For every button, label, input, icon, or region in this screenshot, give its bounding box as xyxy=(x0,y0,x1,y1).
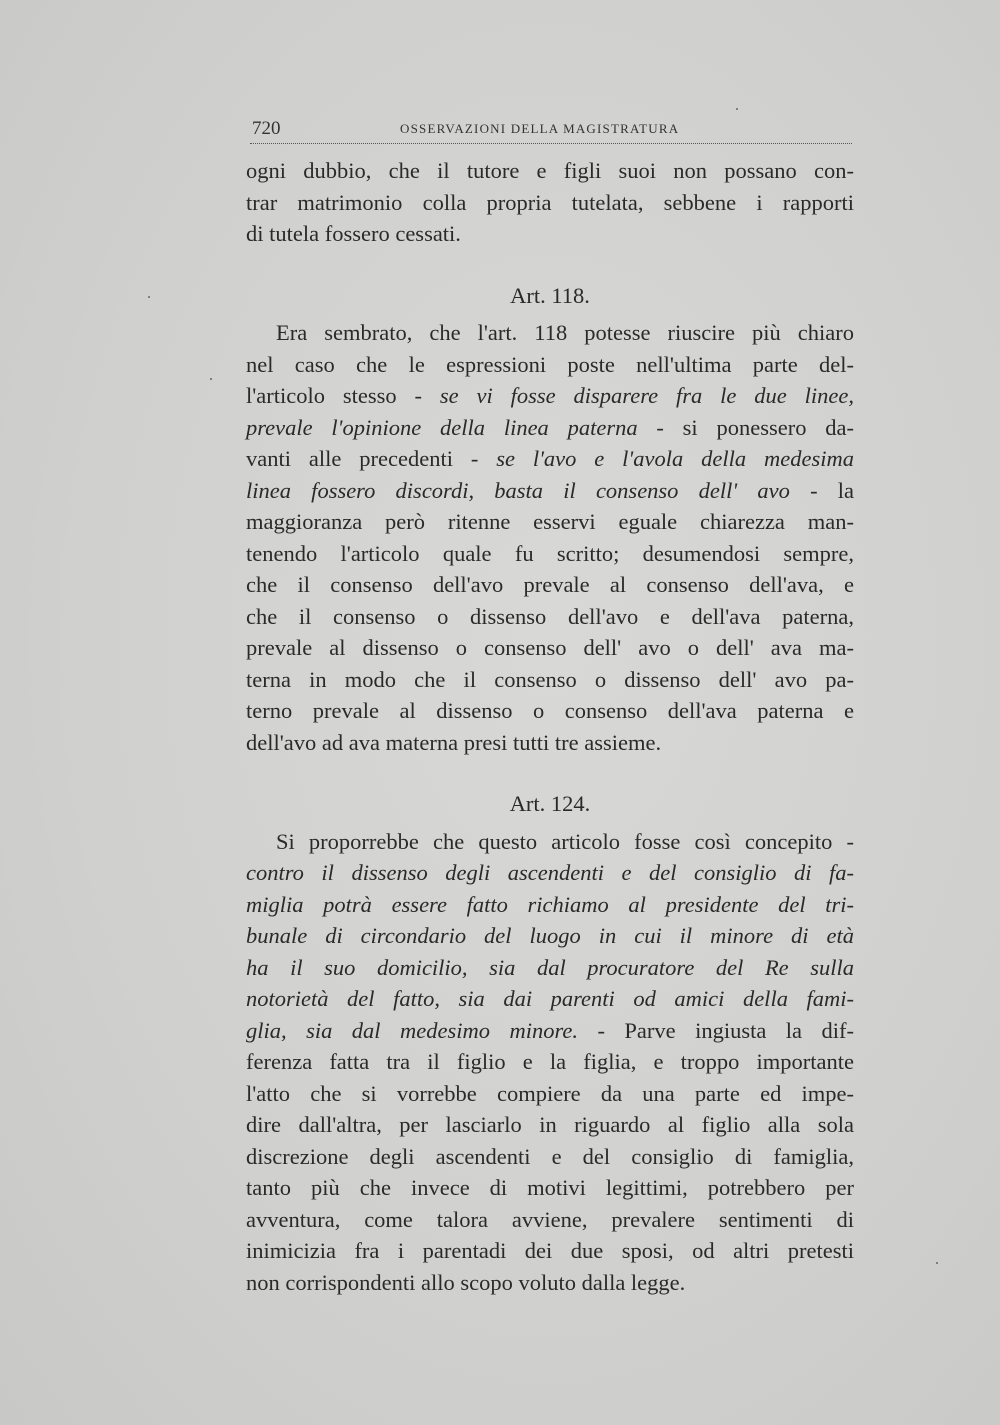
text-line: Si proporrebbe che questo articolo fosse così concepito - xyxy=(276,828,854,854)
italic-quote: ha il suo domicilio, sia dal procuratore del Re sulla xyxy=(246,954,854,980)
text-line xyxy=(246,920,854,952)
text-line: inimicizia fra i parentadi dei due sposi, od altri pretesti xyxy=(246,1238,854,1263)
italic-quote: se l'avo e l'avola della medesima xyxy=(496,446,854,471)
scan-speck xyxy=(736,108,738,110)
text-line: linea fossero discordi, basta il consenso dell' avo - la xyxy=(246,477,855,503)
text-line: terna in modo che il consenso o dissenso dell' avo pa- xyxy=(246,666,854,692)
text-line xyxy=(246,857,854,889)
italic-quote: notorietà del fatto, sia dai parenti od amici della fami- xyxy=(246,986,854,1011)
body-text xyxy=(246,155,854,1298)
article-118-text xyxy=(246,317,854,758)
header-rule xyxy=(250,143,852,144)
page-header xyxy=(252,118,852,140)
text-line: che il consenso dell'avo prevale al consenso dell'ava, e xyxy=(246,572,854,597)
italic-quote: glia, sia dal medesimo minore. xyxy=(246,1017,578,1043)
text-line xyxy=(246,983,854,1015)
scan-speck xyxy=(148,296,150,298)
text-line: tenendo l'articolo quale fu scritto; desumendosi sempre, xyxy=(246,540,854,566)
text-line: che il consenso o dissenso dell'avo e dell'ava paterna, xyxy=(246,603,854,629)
italic-quote: contro il dissenso degli ascendenti e del consiglio di fa- xyxy=(246,860,854,885)
text-line: dell'avo ad ava materna presi tutti tre assieme. xyxy=(246,729,662,755)
text-line: di tutela fossero cessati. xyxy=(246,221,461,246)
article-heading-118: Art. 118. xyxy=(510,282,590,308)
paragraph-continuation xyxy=(246,155,854,250)
text-line: ferenza fatta tra il figlio e la figlia, e troppo importante xyxy=(246,1049,854,1074)
text-line: terno prevale al dissenso o consenso dell'ava paterna e xyxy=(246,698,854,723)
text-line: non corrispondenti allo scopo voluto dalla legge. xyxy=(246,1269,686,1295)
text-line: maggioranza però ritenne esservi eguale chiarezza man- xyxy=(246,509,854,534)
text-line: l'articolo stesso - se vi fosse disparere fra le due linee, xyxy=(246,383,854,408)
page-number: 720 xyxy=(252,118,281,139)
text-line: ogni dubbio, che il tutore e figli suoi non possano con- xyxy=(246,158,854,183)
text-line: prevale al dissenso o consenso dell' avo o dell' ava ma- xyxy=(246,635,854,660)
text-line xyxy=(246,952,854,984)
article-heading-124: Art. 124. xyxy=(509,791,591,816)
text-line: dire dall'altra, per lasciarlo in riguardo al figlio alla sola xyxy=(246,1112,854,1137)
text-line: nel caso che le espressioni poste nell'ultima parte del- xyxy=(246,351,854,377)
italic-quote: se vi fosse disparere fra le due linee, xyxy=(439,383,854,408)
text-line: avventura, come talora avviene, prevalere sentimenti di xyxy=(246,1206,854,1232)
italic-quote: prevale l'opinione della linea paterna xyxy=(246,414,638,440)
italic-quote: linea fossero discordi, basta il consenso dell' avo xyxy=(246,477,790,503)
text-line: tanto più che invece di motivi legittimi, potrebbero per xyxy=(246,1175,854,1200)
text-line: trar matrimonio colla propria tutelata, sebbene i rapporti xyxy=(246,189,854,215)
text-line: vanti alle precedenti - se l'avo e l'avola della medesima xyxy=(246,446,854,471)
running-head: OSSERVAZIONI DELLA MAGISTRATURA xyxy=(400,121,680,136)
italic-quote: bunale di circondario del luogo in cui il minore di età xyxy=(246,923,854,948)
italic-quote: miglia potrà essere fatto richiamo al presidente del tri- xyxy=(246,891,854,917)
text-line: prevale l'opinione della linea paterna - si ponessero da- xyxy=(246,414,854,440)
text-line: glia, sia dal medesimo minore. - Parve ingiusta la dif- xyxy=(246,1017,854,1043)
scan-speck xyxy=(936,1262,938,1264)
text-line: l'atto che si vorrebbe compiere da una parte ed impe- xyxy=(246,1080,854,1106)
text-line: Era sembrato, che l'art. 118 potesse riuscire più chiaro xyxy=(276,320,854,345)
text-line xyxy=(246,889,854,921)
scan-speck xyxy=(210,378,212,380)
article-124-text xyxy=(246,826,854,1299)
text-line: discrezione degli ascendenti e del consiglio di famiglia, xyxy=(246,1143,854,1169)
